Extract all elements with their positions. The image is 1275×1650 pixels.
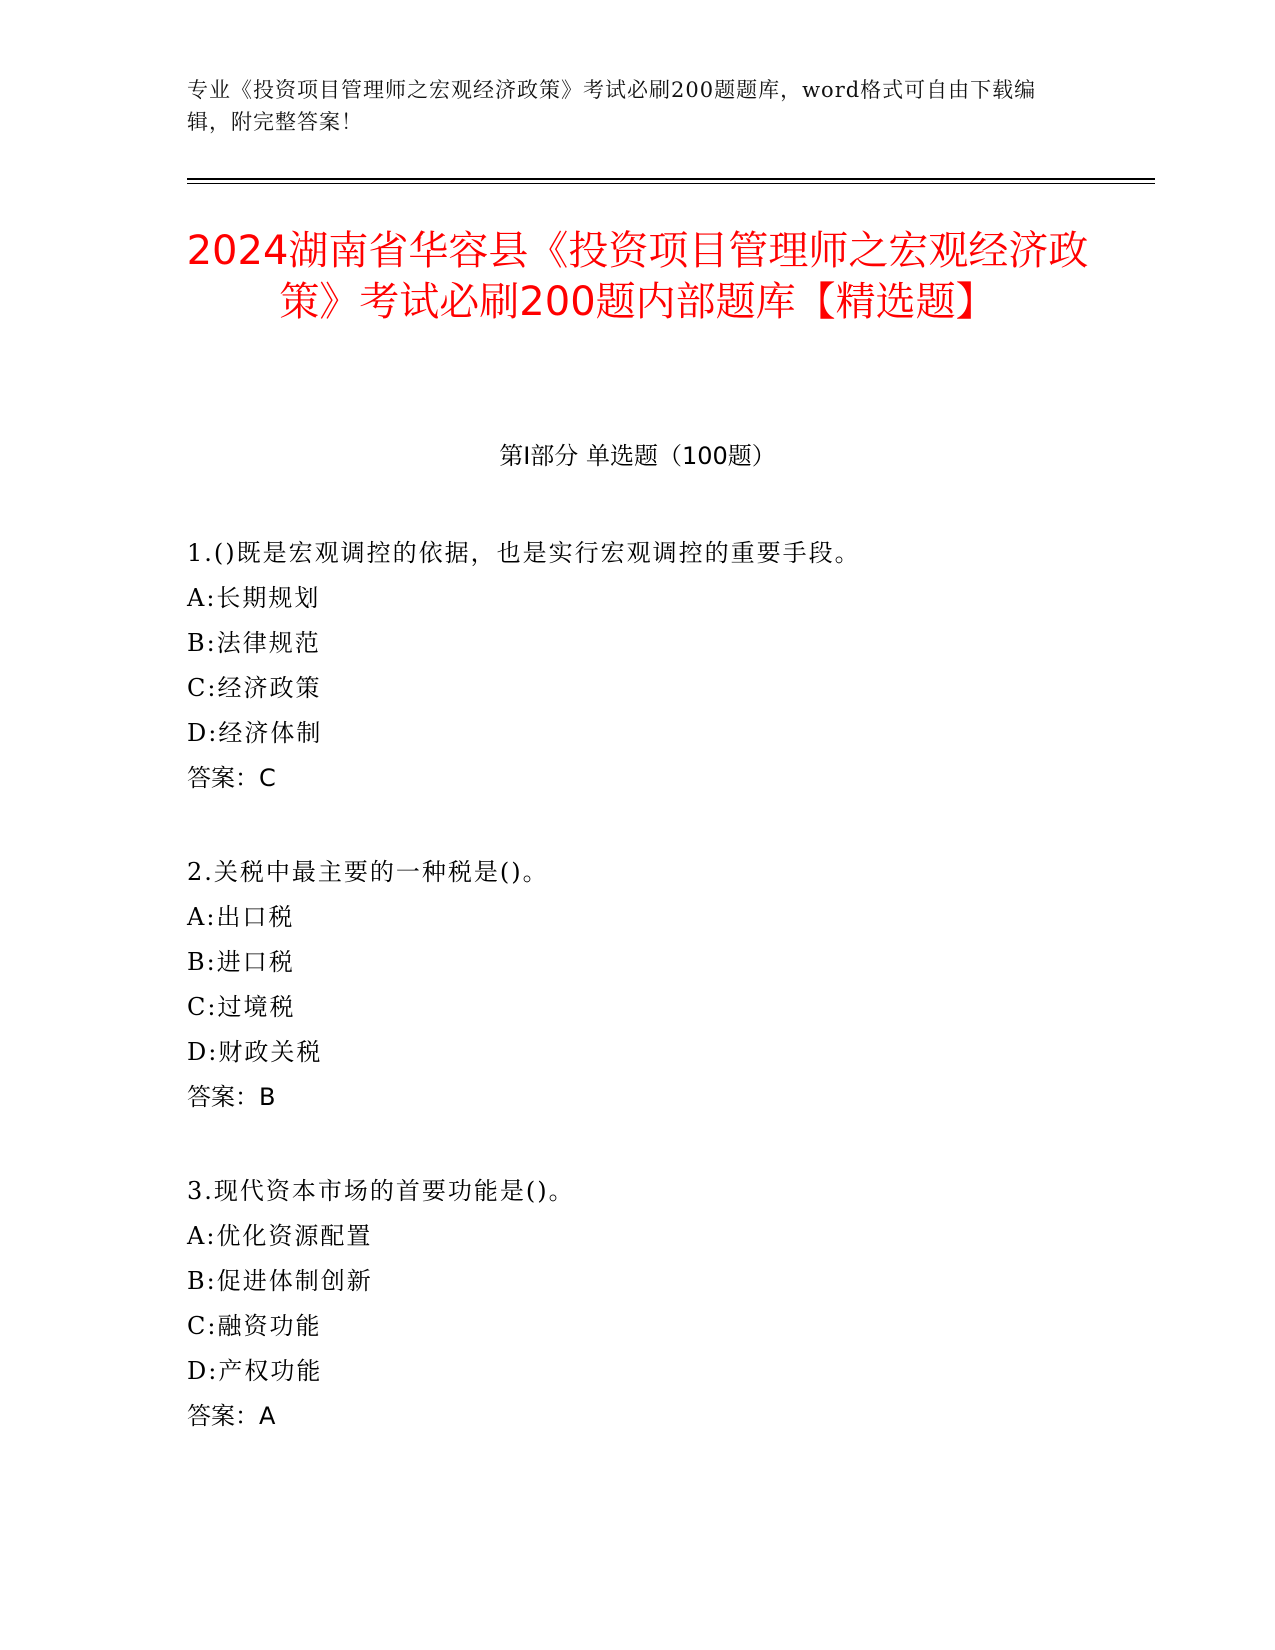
question-block <box>187 1169 1127 1439</box>
option-b: B:法律规范 <box>187 629 321 657</box>
option-d: D:经济体制 <box>187 719 323 747</box>
header-divider-thick <box>187 178 1155 180</box>
option-a: A:优化资源配置 <box>187 1222 373 1250</box>
section-heading: 第Ⅰ部分 单选题（100题） <box>499 442 776 470</box>
header-divider-thin <box>187 183 1155 184</box>
question-block <box>187 850 1127 1120</box>
answer-line: 答案：A <box>187 1402 276 1430</box>
question-stem: 2.关税中最主要的一种税是()。 <box>187 858 549 886</box>
option-b: B:进口税 <box>187 948 295 976</box>
option-a: A:出口税 <box>187 903 295 931</box>
header-note: 专业《投资项目管理师之宏观经济政策》考试必刷200题题库，word格式可自由下载编辑，附完整答案！ <box>187 78 1037 134</box>
question-stem: 1.()既是宏观调控的依据，也是实行宏观调控的重要手段。 <box>187 539 861 567</box>
option-c: C:经济政策 <box>187 674 322 702</box>
option-b: B:促进体制创新 <box>187 1267 373 1295</box>
question-block <box>187 531 1127 801</box>
option-c: C:融资功能 <box>187 1312 322 1340</box>
question-stem: 3.现代资本市场的首要功能是()。 <box>187 1177 575 1205</box>
answer-line: 答案：B <box>187 1083 276 1111</box>
answer-line: 答案：C <box>187 764 276 792</box>
option-c: C:过境税 <box>187 993 296 1021</box>
option-d: D:产权功能 <box>187 1357 323 1385</box>
document-title: 2024湖南省华容县《投资项目管理师之宏观经济政策》考试必刷200题内部题库【精选题】 <box>186 228 1089 325</box>
option-d: D:财政关税 <box>187 1038 323 1066</box>
option-a: A:长期规划 <box>187 584 321 612</box>
